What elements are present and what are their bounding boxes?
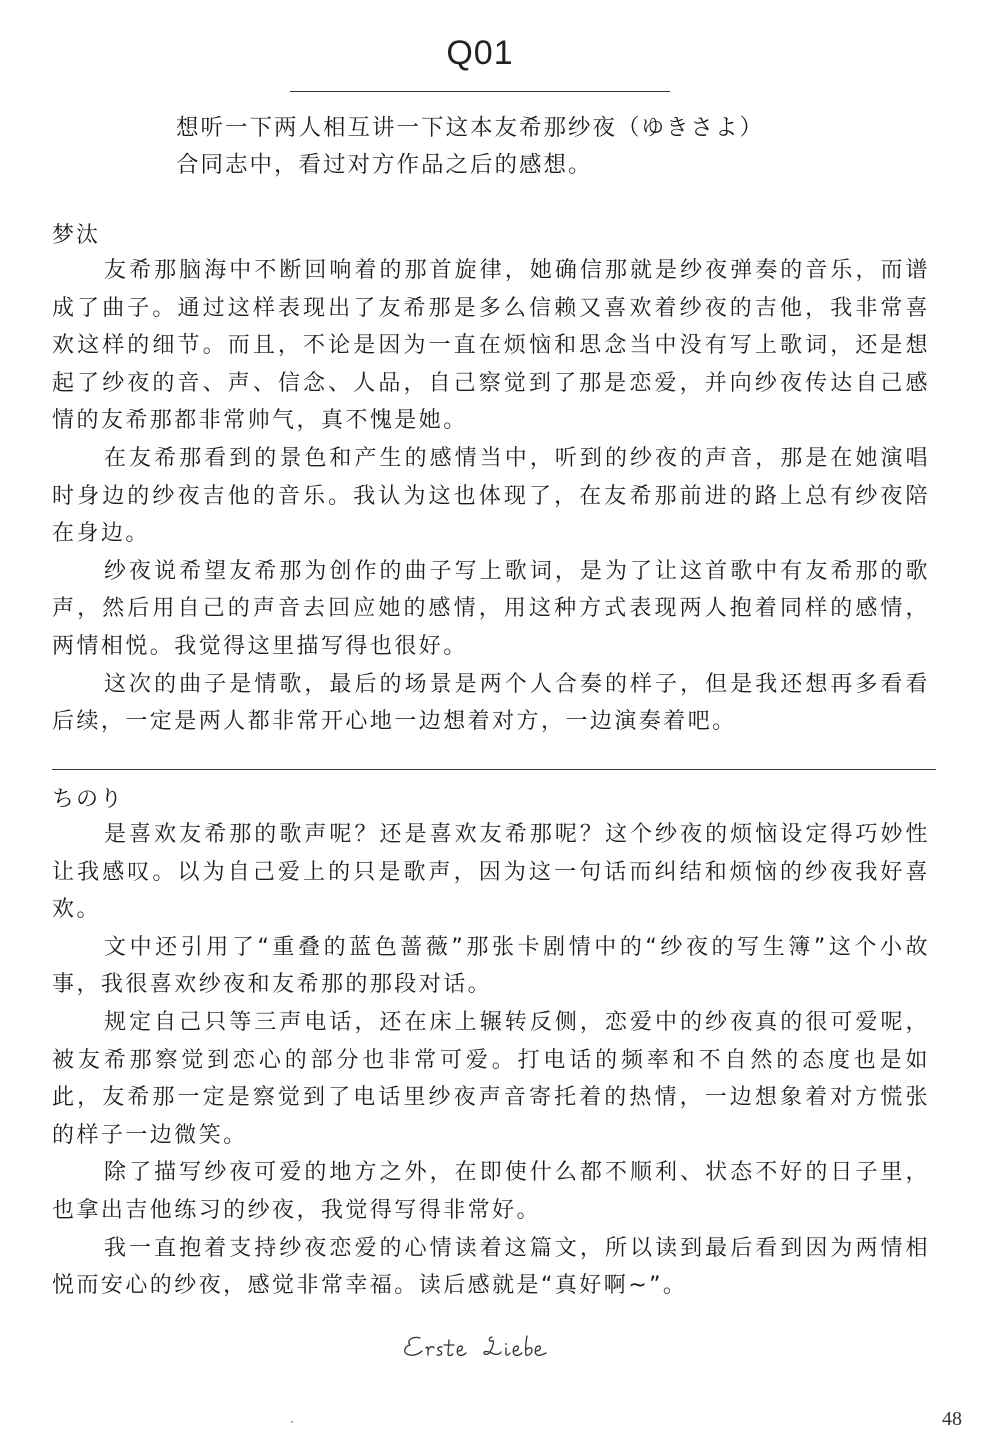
paragraph: 除了描写纱夜可爱的地方之外，在即使什么都不顺利、状态不好的日子里，也拿出吉他练习的纱夜，我觉得写得非常好。 [52,1160,930,1223]
paragraph: 规定自己只等三声电话，还在床上辗转反侧，恋爱中的纱夜真的很可爱呢，被友希那察觉到恋心的部分也非常可爱。打电话的频率和不自然的态度也是如此，友希那一定是察觉到了电话里纱夜声音寄托着的热情，一边想象着对方慌张的样子一边微笑。 [52,1009,930,1148]
page-title: Q01 [446,34,514,72]
author-name-2: ちのり [52,787,125,812]
section-divider [52,769,936,770]
paragraph: 在友希那看到的景色和产生的感情当中，听到的纱夜的声音，那是在她演唱时身边的纱夜吉他的音乐。我认为这也体现了，在友希那前进的路上总有纱夜陪在身边。 [52,445,930,547]
page-number: 48 [942,1408,962,1430]
paragraph: 是喜欢友希那的歌声呢？还是喜欢友希那呢？这个纱夜的烦恼设定得巧妙性让我感叹。以为自己爱上的只是歌声，因为这一句话而纠结和烦恼的纱夜我好喜欢。 [52,822,930,923]
review-text-1 [52,252,930,741]
paragraph: 这次的曲子是情歌，最后的场景是两个人合奏的样子，但是我还想再多看看后续，一定是两人都非常开心地一边想着对方，一边演奏着吧。 [52,671,930,735]
paragraph: 纱夜说希望友希那为创作的曲子写上歌词，是为了让这首歌中有友希那的歌声，然后用自己的声音去回应她的感情，用这种方式表现两人抱着同样的感情，两情相悦。我觉得这里描写得也很好。 [52,558,930,659]
paragraph: 我一直抱着支持纱夜恋爱的心情读着这篇文，所以读到最后看到因为两情相悦而安心的纱夜，感觉非常幸福。读后感就是“真好啊~”。 [52,1235,930,1299]
signature-logo [380,1326,580,1366]
author-name-1: 梦汰 [52,223,101,248]
question-line: 合同志中，看过对方作品之后的感想。 [176,152,593,178]
question-line: 想听一下两人相互讲一下这本友希那纱夜（ゆきさよ） [176,115,765,141]
title-underline [290,91,670,92]
review-text-2 [52,816,930,1305]
question-block [176,110,876,184]
paragraph: 友希那脑海中不断回响着的那首旋律，她确信那就是纱夜弹奏的音乐，而谱成了曲子。通过这样表现出了友希那是多么信赖又喜欢着纱夜的吉他，我非常喜欢这样的细节。而且，不论是因为一直在烦恼和思念当中没有写上歌词，还是想起了纱夜的音、声、信念、人品，自己察觉到了那是恋爱，并向纱夜传达自己感情的友希那都非常帅气，真不愧是她。 [52,258,930,434]
print-mark [291,1421,293,1423]
paragraph: 文中还引用了“重叠的蓝色蔷薇”那张卡剧情中的“纱夜的写生簿”这个小故事，我很喜欢纱夜和友希那的那段对话。 [52,934,930,998]
